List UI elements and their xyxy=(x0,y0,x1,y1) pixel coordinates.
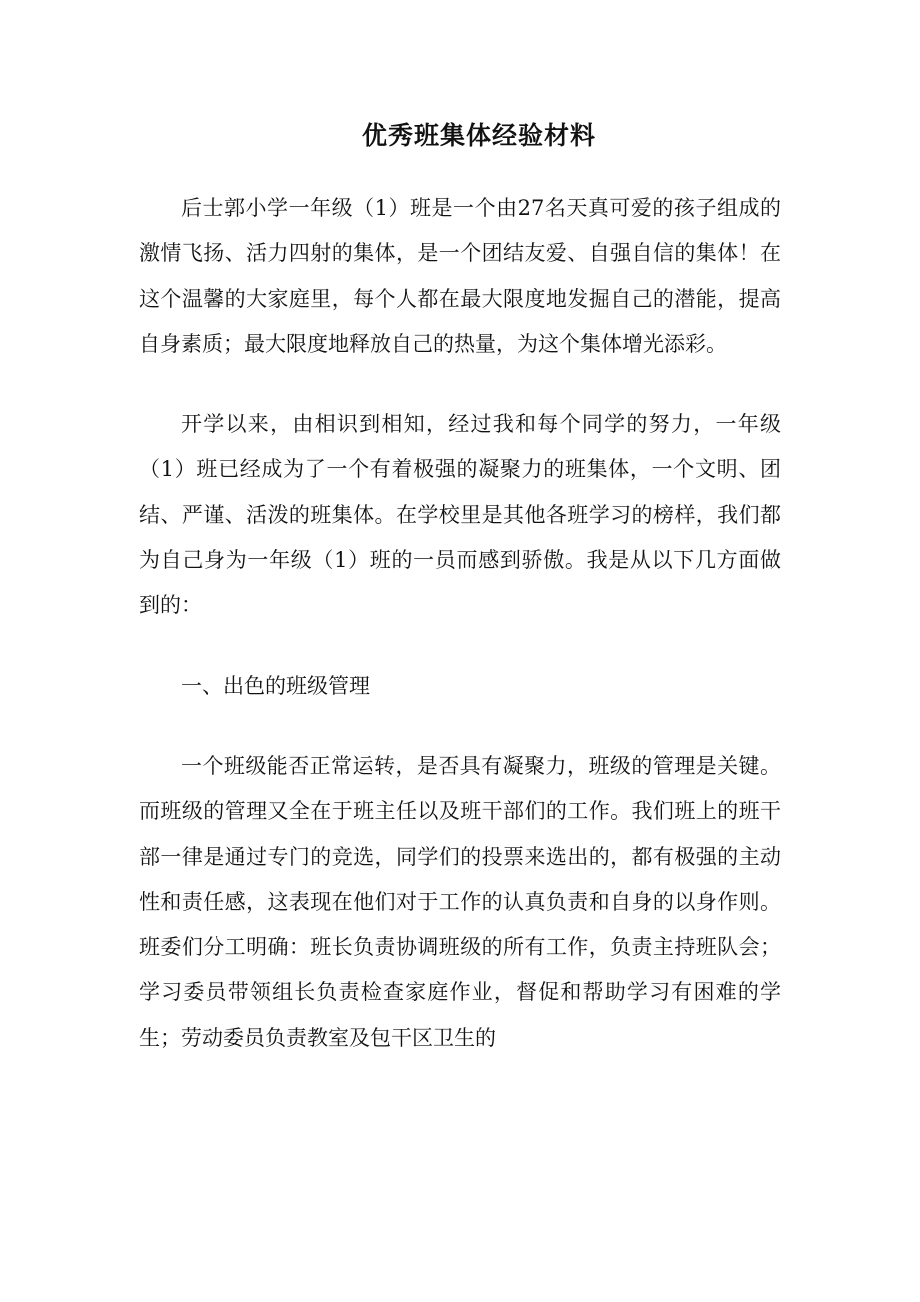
section-heading-class-management: 一、出色的班级管理 xyxy=(181,673,370,698)
document-body xyxy=(139,186,781,1096)
paragraph-intro: 后士郭小学一年级（1）班是一个由27名天真可爱的孩子组成的激情飞扬、活力四射的集体，是一个团结友爱、自强自信的集体！在这个温馨的大家庭里，每个人都在最大限度地发掘自己的潜能，提高自身素质；最大限度地释放自己的热量，为这个集体增光添彩。 xyxy=(139,196,781,356)
document-title: 优秀班集体经验材料 xyxy=(361,121,596,150)
paragraph-class-management: 一个班级能否正常运转，是否具有凝聚力，班级的管理是关键。而班级的管理又全在于班主任以及班干部们的工作。我们班上的班干部一律是通过专门的竞选，同学们的投票来选出的，都有极强的主动性和责任感，这表现在他们对于工作的认真负责和自身的以身作则。班委们分工明确：班长负责协调班级的所有工作，负责主持班队会；学习委员带领组长负责检查家庭作业，督促和帮助学习有困难的学生；劳动委员负责教室及包干区卫生的 xyxy=(139,753,781,1050)
paragraph-since-school-start: 开学以来，由相识到相知，经过我和每个同学的努力，一年级（1）班已经成为了一个有着极强的凝聚力的班集体，一个文明、团结、严谨、活泼的班集体。在学校里是其他各班学习的榜样，我们都为自己身为一年级（1）班的一员而感到骄傲。我是从以下几方面做到的： xyxy=(139,412,781,618)
